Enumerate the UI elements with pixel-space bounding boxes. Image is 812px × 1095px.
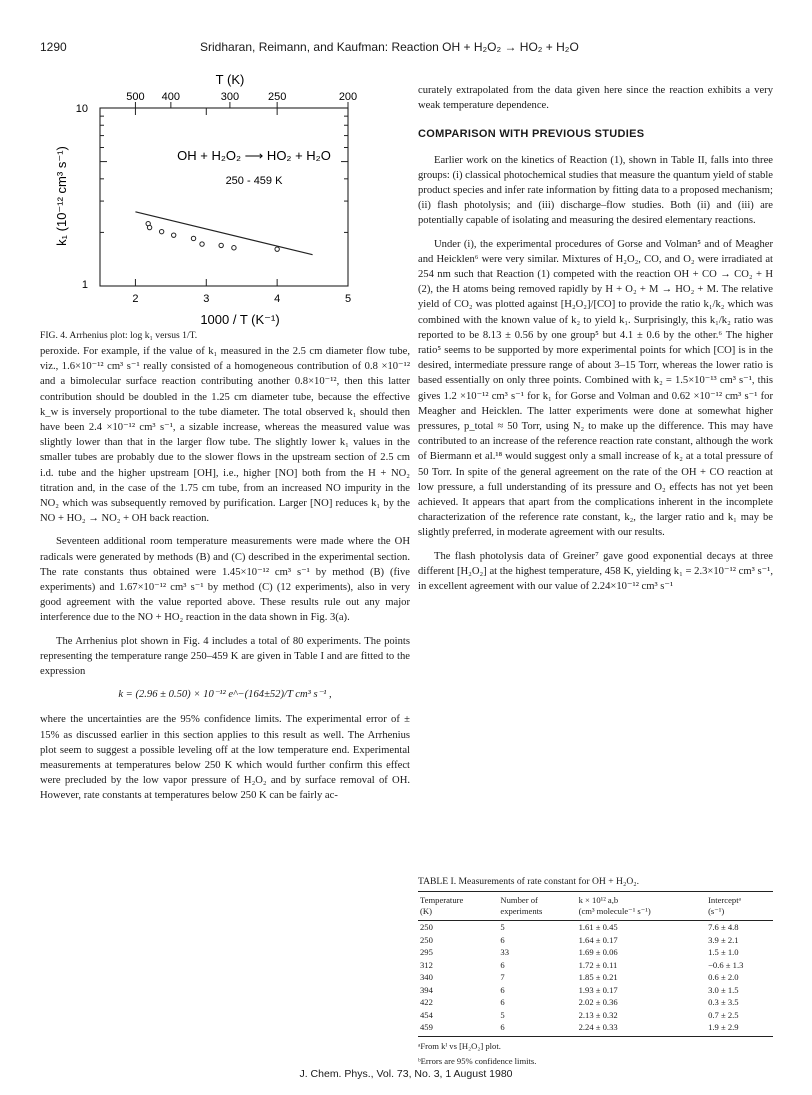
y-tick-1: 1 [81,279,88,291]
table-row: 454 5 2.13 ± 0.32 0.7 ± 2.5 [420,1009,739,1020]
table-row: 295 33 1.69 ± 0.06 1.5 ± 1.0 [420,947,739,957]
header-experiments: Number of experiments [498,892,576,921]
left-column [40,344,410,812]
data-point [171,233,175,237]
reaction-label: OH + H₂O₂ ⟶ HO₂ + H₂O [177,148,331,163]
data-point [232,246,236,250]
table-1 [418,876,773,1067]
data-point [219,243,223,247]
page-number: 1290 [40,40,67,54]
paragraph: Under (i), the experimental procedures of Gorse and Volman⁵ and of Meagher and Heicklen⁶ were very similar. Mixtures of H₂O₂, CO, and O₂ were irradiated at 254 nm such that Reaction (1) competed with the reaction OH + CO → CO₂ + H (2), the H atoms being removed rapidly by H + O₂ + M → HO₂ + M. The relative yield of CO₂ was plotted against [H₂O₂]/[CO] to provide the ratio k₁/k₂ which was combined with the known value of k₂ to yield k₁. Surprisingly, this k₁/k₂ ratio was reported to be 8.13 ± 0.56 by one group⁵ but 4.1 ± 0.6 by the other.⁶ The higher ratio⁵ seems to be supported by more experimental points for which [CO] is in the desired, intermediate pressure range of about 3–15 Torr, whereas the lower ratio is based essentially on only three points. Combined with k₂ = 1.5×10⁻¹³ cm³ s⁻¹, this gives 1.2 ×10⁻¹² cm³ s⁻¹ for k₁ for Gorse and Volman and 0.62 ×10⁻¹² cm³ s⁻¹ for Meagher and Heicklen. The latter experiments were done at somewhat higher pressures, p_total ≈ 50 Torr, using N₂ to make up the difference. This may have contributed to an increase of the reference reaction rate constant, although the work of Biermann et al.¹⁸ would suggest only a small increase of k₂ at a total pressure of 50 Torr. In spite of the general agreement on the rate of the OH + CO reaction at low pressure, a full understanding of its pressure and O₂ effects has not yet been achieved. It appears that apart from the complications inherent in the incomplete characterization of the reference rate constant, k₂, the larger ratio and k₁ may be slightly preferred, in moderate agreement with our results. [418,238,773,539]
top-tick-label: 400 [161,91,181,103]
table-caption: TABLE I. Measurements of rate constant for OH + H₂O₂. [418,876,640,887]
table-header-row [418,892,773,921]
range-label: 250 - 459 K [225,175,283,187]
y-tick-10: 10 [75,103,88,115]
table-row: 422 6 2.02 ± 0.36 0.3 ± 3.5 [420,997,739,1007]
data-point [147,225,151,229]
table-row: 394 6 1.93 ± 0.17 3.0 ± 1.5 [420,984,739,995]
header-temperature: Temperature (K) [418,892,498,921]
paragraph: peroxide. For example, if the value of k₁ measured in the 2.5 cm diameter flow tube, viz., 1.6×10⁻¹² cm³ s⁻¹ really consisted of a homogeneous contribution of 0.8 ×10⁻¹² and a bimolecular surface reaction contributing another 0.8×10⁻¹², then this latter contribution should be doubled in the 1.25 cm diameter tube, because the effective k_w is inversely proportional to the tube diameter. The total observed k₁ should then have been 2.4 ×10⁻¹² cm³ s⁻¹, a sizable increase, whereas the measured value was slightly lower than that in the larger flow tube. The slightly lower k₁ values in the smaller tubes are probably due to the slower flows in the upstream section of 2.5 cm i.d. tube and the higher upstream [OH], i.e., higher [NO] both from the H + NO₂ titration and, in the case of the 1.75 cm tube, from an increased NO impurity in the NO₂ which was subsequently removed by purification. Larger [NO] reduces k₁ by the NO + HO₂ → NO₂ + OH back reaction. [40,346,410,525]
table-row: 250 5 1.61 ± 0.45 7.6 ± 4.8 [420,922,739,932]
header-rate-constant: k × 10¹² a,b (cm³ molecule⁻¹ s⁻¹) [577,892,706,921]
bottom-tick-label: 3 [203,293,210,305]
table-footnote-a: ᵃFrom kᴵ vs [H₂O₂] plot. [418,1040,501,1051]
bottom-axis-title: 1000 / T (K⁻¹) [200,312,280,327]
data-point [159,229,163,233]
top-tick-label: 200 [338,91,358,103]
figure-caption: FIG. 4. Arrhenius plot: log k₁ versus 1/T. [40,330,198,341]
paragraph: Seventeen additional room temperature measurements were made where the OH radicals were generated by methods (B) and (C) described in the experimental section. The rate constants thus obtained were 1.45×10⁻¹² cm³ s⁻¹ by method (B) (five experiments) and 1.67×10⁻¹² cm³ s⁻¹ by method (C) (12 experiments), also in very good agreement with the value reported above. These results rule out any major interference due to the NO + HO₂ reaction in the data shown in Fig. 3(a). [40,536,410,624]
data-point [200,242,204,246]
paragraph: where the uncertainties are the 95% confidence limits. The experimental error of ± 15% as discussed earlier in this section applies to this result as well. The Arrhenius plot seem to suggest a possible leveling off at the low temperature end. Experimental measurements at temperatures below 250 K which would further confirm this effect were precluded by the low vapor pressure of H₂O₂ and by surface removal of OH. However, rate constants at temperatures below 250 K can be fairly ac- [40,714,410,802]
page-header [40,40,772,60]
table-row: 312 6 1.72 ± 0.11 −0.6 ± 1.3 [420,959,744,970]
paragraph: curately extrapolated from the data given here since the reaction exhibits a very weak temperature dependence. [418,85,773,112]
data-point [191,236,195,240]
bottom-tick-label: 4 [274,293,281,305]
data-point [275,247,279,251]
arrhenius-equation: k = (2.96 ± 0.50) × 10⁻¹² e^−(164±52)/T cm³ s⁻¹ , [118,689,332,701]
paragraph: Earlier work on the kinetics of Reaction (1), shown in Table II, falls into three groups: (i) classical photochemical studies that measure the quantum yield of stable product species and infer rate information by fitting data to a proposed mechanism; (ii) flash photolysis; and (iii) discharge–flow studies. Both (ii) and (iii) are potentially capable of isolating and measuring the desired elementary reactions. [418,154,773,227]
right-column [418,83,773,602]
top-tick-label: 300 [220,91,240,103]
paragraph: The flash photolysis data of Greiner⁷ gave good exponential decays at three different [H₂O₂] at the highest temperature, 458 K, yielding k₁ = 2.3×10⁻¹² cm³ s⁻¹, in excellent agreement with our value of 2.24×10⁻¹² cm³ s⁻¹ [418,550,773,593]
journal-footer: J. Chem. Phys., Vol. 73, No. 3, 1 August 1980 [299,1068,513,1080]
running-title: Sridharan, Reimann, and Kaufman: Reaction OH + H₂O₂ → HO₂ + H₂O [200,40,579,54]
section-title: COMPARISON WITH PREVIOUS STUDIES [418,128,645,141]
plot-frame [100,108,348,286]
top-tick-label: 250 [267,91,287,103]
y-axis-title: k₁ (10⁻¹² cm³ s⁻¹) [54,146,69,246]
arrhenius-plot [40,68,410,330]
bottom-tick-label: 5 [344,293,352,305]
table-footnote-b: ᵇErrors are 95% confidence limits. [418,1055,537,1066]
table-row: 459 6 2.24 ± 0.33 1.9 ± 2.9 [418,1021,773,1036]
table-row: 250 6 1.64 ± 0.17 3.9 ± 2.1 [420,934,739,945]
rate-constant-table [418,891,773,1037]
header-intercept: Interceptᵃ (s⁻¹) [706,892,773,921]
paragraph: The Arrhenius plot shown in Fig. 4 includes a total of 80 experiments. The points representing the temperature range 250–459 K are given in Table I and are fitted to the expression [40,635,410,678]
top-axis-title: T (K) [215,72,245,87]
table-row: 340 7 1.85 ± 0.21 0.6 ± 2.0 [420,972,739,982]
bottom-tick-label: 2 [132,293,139,305]
top-tick-label: 500 [126,91,145,103]
